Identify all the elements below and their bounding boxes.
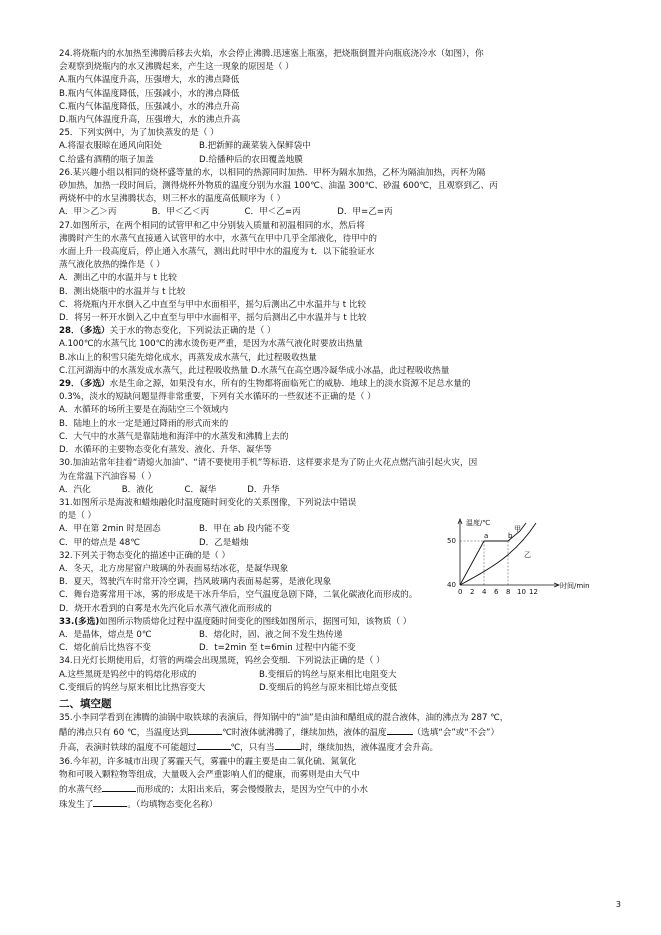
curve-jia-label: 甲 xyxy=(514,525,521,533)
q30-option-d: D．升华 xyxy=(247,484,280,495)
x-tick-0: 0 xyxy=(458,588,463,595)
q31-stem-line2: 的是（ ） xyxy=(59,511,97,522)
q28-stem xyxy=(59,325,619,338)
q34-option-a: A.这些黑斑是钨丝中的钨熔化形成的 xyxy=(59,669,197,680)
q26-option-d: D．甲=乙=丙 xyxy=(337,207,393,218)
q30-option-a: A．汽化 xyxy=(59,484,91,495)
q36-line3-text-a: 的水蒸气经 xyxy=(59,784,102,795)
q26-option-a: A．甲＞乙＞丙 xyxy=(59,207,117,218)
q28-option-a: A.100℃的水蒸气比 100℃的沸水烫伤更严重，是因为水蒸气液化时要放出热量 xyxy=(59,339,363,350)
x-tick-12: 12 xyxy=(529,588,538,595)
q36-line3-text-b: 而形成的；太阳出来后，雾会慢慢散去，是因为空气中的小水 xyxy=(135,784,369,795)
q33-stem xyxy=(59,616,619,629)
q34-option-d: D.变细后的钨丝与原来相比熔点变低 xyxy=(259,682,398,693)
q28-option-b: B.冰山上的积雪只能先熔化成水，再蒸发成水蒸气，此过程吸收热量 xyxy=(59,352,317,363)
q32-option-b: B．夏天，驾驶汽车时常开冷空调，挡风玻璃内表面易起雾，是液化现象 xyxy=(59,577,332,588)
q33-option-c: C．熔化前后比热容不变 xyxy=(59,643,151,654)
q30-option-b: B．液化 xyxy=(121,484,154,495)
q27-option-d: D．将另一杯开水倒入乙中直至与甲中水面相平，摇匀后测出乙中水温并与 t 比较 xyxy=(59,313,367,324)
q36-line3 xyxy=(59,782,619,797)
q35-line2 xyxy=(59,725,619,740)
q36-line4 xyxy=(59,797,619,812)
q26-option-b: B．甲＜乙＜丙 xyxy=(151,207,210,218)
document-body xyxy=(59,48,619,812)
q24-option-b: B.瓶内气体温度降低，压强减小，水的沸点降低 xyxy=(59,88,240,99)
y-axis-label: 温度/℃ xyxy=(466,519,491,527)
curve-yi-label: 乙 xyxy=(524,551,531,559)
q36-line4-text-a: 珠发生了 xyxy=(59,800,94,811)
q25-options-row2 xyxy=(59,154,619,167)
q35-blank-4[interactable] xyxy=(275,740,301,750)
q30-stem-line2: 为在常温下汽油容易（ ） xyxy=(59,471,157,482)
x-tick-2: 2 xyxy=(470,588,475,595)
q33-option-a: A．是晶体，熔点是 0℃ xyxy=(59,629,152,640)
q35-blank-1[interactable] xyxy=(188,725,222,735)
y-tick-50: 50 xyxy=(447,537,456,545)
point-a-label: a xyxy=(484,532,489,540)
q26-stem-line3: 两烧杯中的水呈沸腾状态，则三杯水的温度高低顺序为（ ） xyxy=(59,194,286,205)
q28-number: 28． xyxy=(59,326,80,337)
q28-option-cd: C.江河湖海中的水蒸发成水蒸气，此过程吸收热量 D.水蒸气在高空遇冷凝华成小冰晶，此过程吸收热量 xyxy=(59,365,450,376)
q34-stem: 34.日光灯长期使用后，灯管的两端会出现黑斑，钨丝会变细．下列说法正确的是（ ） xyxy=(59,656,385,667)
q35-line3 xyxy=(59,740,619,755)
q31-option-c: C．甲的熔点是 48℃ xyxy=(59,537,140,548)
x-axis-label: 时间/min xyxy=(560,582,590,590)
q33-option-b: B．熔化时，固、液之间不发生热传递 xyxy=(199,629,343,640)
q24-option-d: D.瓶内气体温度升高，压强增大，水的沸点升高 xyxy=(59,115,241,126)
q25-option-b: B.把新鲜的蔬菜装入保鲜袋中 xyxy=(199,141,311,152)
x-tick-4: 4 xyxy=(482,588,487,595)
q25-option-d: D.给播种后的农田覆盖地膜 xyxy=(199,154,303,165)
x-tick-10: 10 xyxy=(517,588,526,595)
q25-option-c: C.给盛有酒精的瓶子加盖 xyxy=(59,154,154,165)
q29-stem-line1 xyxy=(59,378,619,391)
q36-line1: 36.今年初，许多城市出现了雾霾天气，雾霾中的霾主要是由二氧化硫、氮氧化 xyxy=(59,756,357,767)
q29-option-b: B．陆地上的水一定是通过降雨的形式而来的 xyxy=(59,418,229,429)
q28-multi-tag: （多选） xyxy=(79,326,110,337)
q33-stem-text: 如图所示物质熔化过程中温度随时间变化的图线如图所示，据图可知，该物质（ ） xyxy=(99,616,412,627)
page-number: 3 xyxy=(615,900,621,909)
q24-option-c: C.瓶内气体温度降低，压强减小，水的沸点升高 xyxy=(59,101,240,112)
q35-line2-text-c: （选填“会”或“不会”） xyxy=(412,728,500,739)
q29-stem-text: 水是生命之源，如果没有水，所有的生物都将面临死亡的威胁．地球上的淡水资源不足总水量的 xyxy=(109,379,471,390)
q24-stem-line1: 24.将烧瓶内的水加热至沸腾后移去火焰，水会停止沸腾.迅速塞上瓶塞，把烧瓶倒置并向瓶底浇冷水（如图），你 xyxy=(59,49,484,59)
q26-options xyxy=(59,206,619,219)
q30-stem-line1: 30.加油站常年挂着“请熄火加油”、“请不要使用手机”等标语．这样要求是为了防止火花点燃汽油引起火灾，因 xyxy=(59,458,478,469)
q33-options-row2 xyxy=(59,642,619,655)
q27-stem-line3: 水面上升一段高度后，停止通入水蒸气，测出此时甲中水的温度为 t．以下能验证水 xyxy=(59,247,375,258)
x-tick-6: 6 xyxy=(494,588,499,595)
q31-option-a: A．甲在第 2min 时是固态 xyxy=(59,524,161,535)
q35-line3-text-c: 时，继续加热，液体温度才会升高。 xyxy=(300,743,439,754)
q30-options xyxy=(59,484,619,497)
q30-option-c: C．凝华 xyxy=(184,484,217,495)
q36-line2: 物和可吸入颗粒物等组成，大量吸入会严重影响人们的健康，而雾则是由大气中 xyxy=(59,769,360,780)
q26-stem-line1: 26.某兴趣小组以相同的烧杯盛等量的水，以相同的热源同时加热．甲杯为隔水加热，乙杯为隔油加热，丙杯为隔 xyxy=(59,167,486,178)
q35-line3-text-a: 升高，表演时铁球的温度不可能超过 xyxy=(59,743,197,754)
q31-melting-graph xyxy=(440,517,600,595)
x-tick-8: 8 xyxy=(506,588,511,595)
q29-number: 29． xyxy=(59,379,80,390)
q32-stem: 32.下列关于物态变化的描述中正确的是（ ） xyxy=(59,550,231,561)
q31-stem-line1: 31.如图所示是海波和蜡烛融化时温度随时间变化的关系图像，下列说法中错误 xyxy=(59,497,357,508)
q36-line4-text-b: 。（均填物态变化名称） xyxy=(127,800,218,811)
q24-option-a: A.瓶内气体温度升高，压强增大，水的沸点降低 xyxy=(59,75,240,86)
q33-options-row1 xyxy=(59,629,619,642)
q28-stem-text: 关于水的物态变化，下列说法正确的是（ ） xyxy=(109,326,276,337)
q34-options-row1 xyxy=(59,669,619,682)
q27-stem-line1: 27.如图所示，在两个相同的试管甲和乙中分别装入质量和初温相同的水，然后将 xyxy=(59,220,365,231)
q35-blank-2[interactable] xyxy=(387,725,413,735)
point-b-label: b xyxy=(508,532,513,540)
q25-stem: 25．下列实例中，为了加快蒸发的是（ ） xyxy=(59,128,219,139)
y-tick-40: 40 xyxy=(447,581,456,589)
q34-option-b: B.变细后的钨丝与原来相比电阻变大 xyxy=(259,669,397,680)
q29-option-a: A．水循环的场所主要是在海陆空三个领域内 xyxy=(59,405,229,416)
q29-option-d: D．水循环的主要物态变化有蒸发、液化、升华、凝华等 xyxy=(59,445,272,456)
q25-options-row1 xyxy=(59,140,619,153)
q32-option-d: D．烧开水看到的白雾是水先汽化后水蒸气液化而形成的 xyxy=(59,603,272,614)
q33-option-d: D．t=2min 至 t=6min 过程中内能不变 xyxy=(199,643,356,654)
q31-option-b: B．甲在 ab 段内能不变 xyxy=(199,524,290,535)
q24-stem-line2: 会观察到烧瓶内的水又沸腾起来，产生这一现象的原因是（ ） xyxy=(59,62,294,73)
q27-stem-line4: 蒸气液化放热的操作是（ ） xyxy=(59,260,165,271)
q29-stem-line2: 0.3%，淡水的短缺问题显得非常重要，下列有关水循环的一些叙述不正确的是（ ） xyxy=(59,392,376,403)
q27-option-b: B．测出烧瓶中的水温并与 t 比较 xyxy=(59,286,186,297)
q35-blank-3[interactable] xyxy=(197,740,231,750)
q25-option-a: A.将湿衣服晾在通风向阳处 xyxy=(59,141,162,152)
q32-option-c: C．舞台造雾常用干冰，雾的形成是干冰升华后，空气温度急剧下降，二氧化碳液化而形成的。 xyxy=(59,590,418,601)
q29-option-c: C．大气中的水蒸气是靠陆地和海洋中的水蒸发和沸腾上去的 xyxy=(59,431,289,442)
q35-line3-text-b: ℃，只有当 xyxy=(230,743,275,754)
q33-multi-tag: (多选) xyxy=(74,616,100,627)
q32-option-a: A．冬天，北方房屋窗户玻璃的外表面易结冰花，是凝华现象 xyxy=(59,563,289,574)
q26-option-c: C．甲＜乙=丙 xyxy=(244,207,301,218)
q34-option-c: C.变细后的钨丝与原来相比比热容变大 xyxy=(59,682,206,693)
q35-line1: 35.小李同学看到在沸腾的油锅中取铁球的表演后，得知锅中的“油”是由油和醋组成的混合液体，油的沸点为 287 ℃， xyxy=(59,712,509,723)
q36-blank-2[interactable] xyxy=(93,797,127,807)
q27-option-a: A．测出乙中的水温并与 t 比较 xyxy=(59,273,177,284)
q35-line2-text-b: ℃时液体就沸腾了，继续加热，液体的温度 xyxy=(222,728,387,739)
q31-option-d: D．乙是蜡烛 xyxy=(199,537,249,548)
q26-stem-line2: 砂加热，加热一段时间后，测得烧杯外物质的温度分别为水温 100℃、油温 300℃、砂温 600℃，且观察到乙、丙 xyxy=(59,181,498,192)
q33-number: 33. xyxy=(59,616,75,627)
section-heading-fill-in: 二、填空题 xyxy=(59,697,112,710)
q27-stem-line2: 沸腾时产生的水蒸气直接通入试管甲的水中，水蒸气在甲中几乎全部液化，待甲中的 xyxy=(59,233,377,244)
q36-blank-1[interactable] xyxy=(102,782,136,792)
q29-multi-tag: （多选） xyxy=(79,379,110,390)
q34-options-row2 xyxy=(59,682,619,695)
q27-option-c: C．将烧瓶内开水倒入乙中直至与甲中水面相平，摇匀后测出乙中水温并与 t 比较 xyxy=(59,299,367,310)
q35-line2-text-a: 醋的沸点只有 60 ℃，当温度达到 xyxy=(59,728,189,739)
